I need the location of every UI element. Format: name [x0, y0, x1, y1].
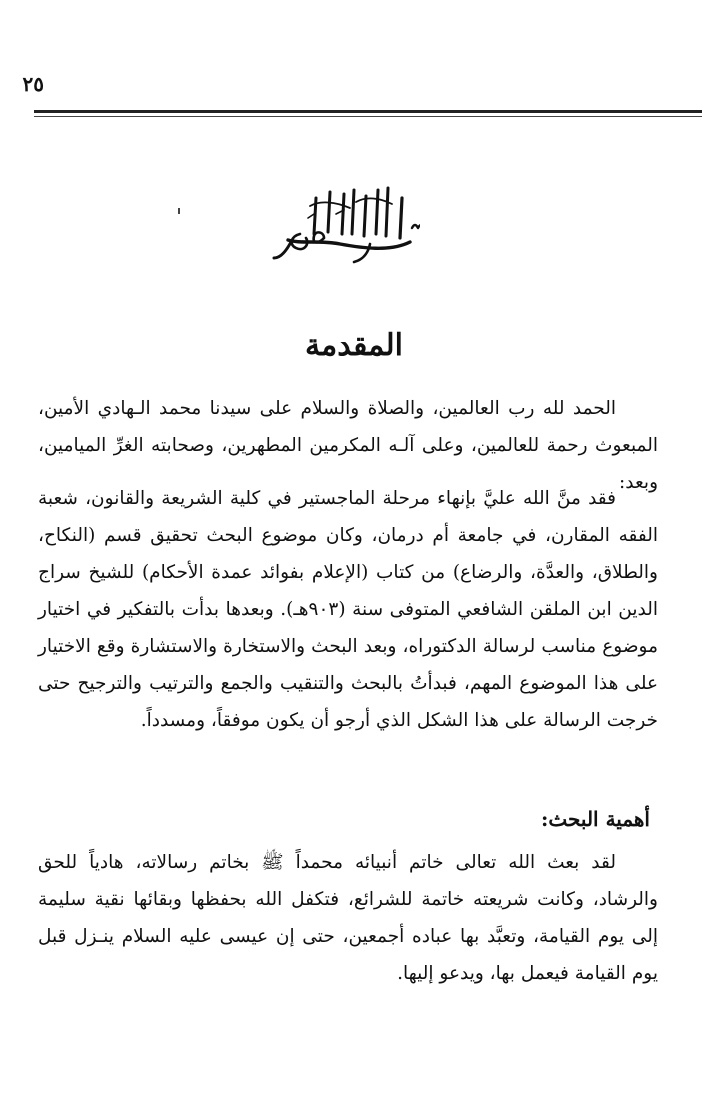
- section-heading: أهمية البحث:: [540, 807, 650, 831]
- header-rule-thin: [34, 116, 702, 117]
- study-paragraph-text: فقد منَّ الله عليَّ بإنهاء مرحلة الماجستير في كلية الشريعة والقانون، شعبة الفقه المقارن، في جامعة أم درمان، وكان موضوع البحث تحقيق قسم (النكاح، والطلاق، والعدَّة، والرضاع) من كتاب (الإعلام بفوائد عمدة الأحكام) للشيخ سراج الدين ابن الملقن الشافعي المتوفى سنة (٩٠٣هـ). وبعدها بدأت بالتفكير في اختيار موضوع مناسب لرسالة الدكتوراه، وبعد البحث والاستخارة والاستشارة وقع الاختيار على هذا الموضوع المهم، فبدأتُ بالبحث والتنقيب والجمع والترتيب والترجيح حتى خرجت الرسالة على هذا الشكل الذي أرجو أن يكون موفقاً، ومسدداً.: [38, 488, 658, 731]
- header-rule-thick: [34, 110, 702, 113]
- importance-paragraph-text: لقد بعث الله تعالى خاتم أنبيائه محمداً ﷺ بخاتم رسالاته، هادياً للحق والرشاد، وكانت شريعته خاتمة للشرائع، فتكفل الله بحفظها وبقائها نقية سليمة إلى يوم القيامة، وتعبَّد بها عباده أجمعين، حتى إن عيسى عليه السلام ينـزل قبل يوم القيامة فيعمل بها، ويدعو إليها.: [38, 852, 658, 984]
- basmala-calligraphy: [270, 178, 420, 266]
- chapter-title: المقدمة: [305, 328, 403, 363]
- intro-paragraph-text: الحمد لله رب العالمين، والصلاة والسلام على سيدنا محمد الـهادي الأمين، المبعوث رحمة للعالمين، وعلى آلـه المكرمين المطهرين، وصحابته الغرِّ الميامين، وبعد:: [38, 398, 658, 493]
- study-paragraph: [38, 480, 658, 739]
- importance-paragraph: [38, 844, 658, 992]
- page-number: ٢٥: [22, 72, 44, 96]
- print-speck: [178, 208, 180, 214]
